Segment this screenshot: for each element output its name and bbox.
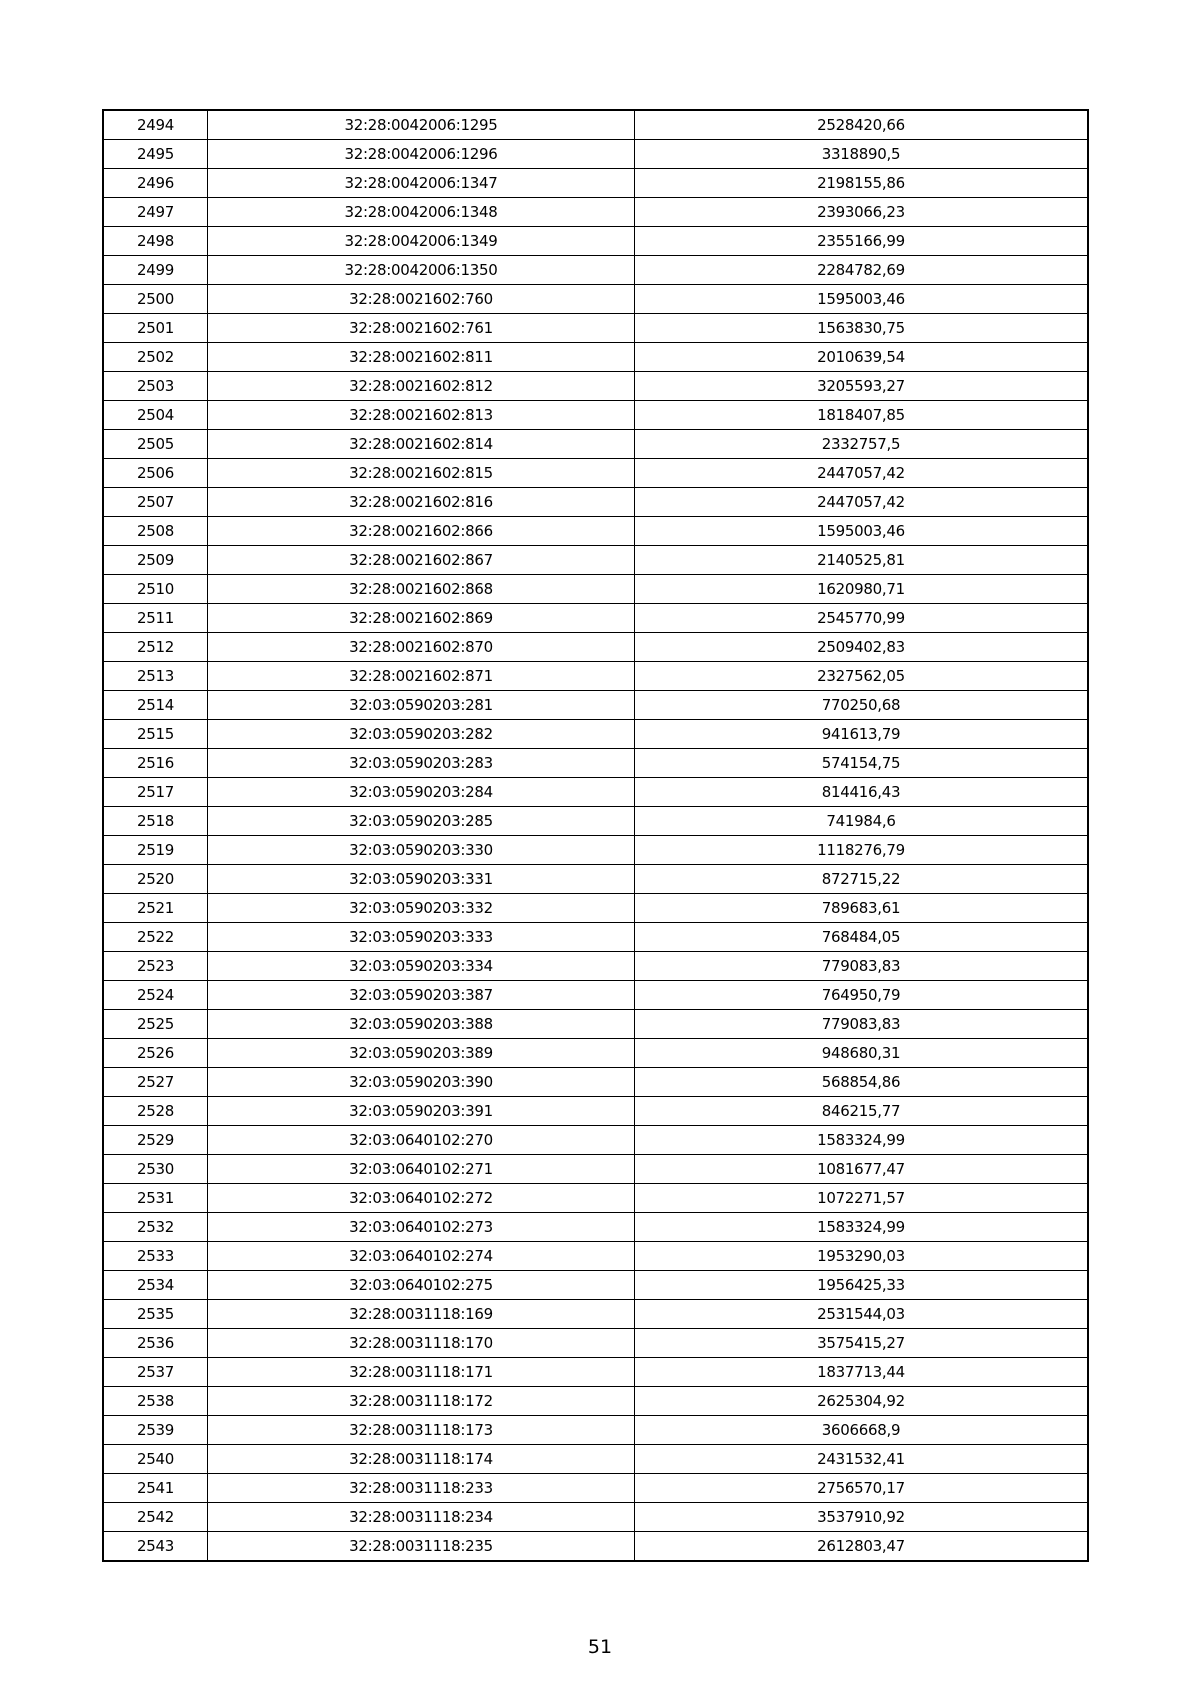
cadastral-number-cell: 32:03:0640102:271	[208, 1155, 635, 1184]
row-number-cell: 2537	[103, 1358, 208, 1387]
row-number-cell: 2505	[103, 430, 208, 459]
table-row	[103, 314, 1088, 343]
cadastral-number-cell: 32:28:0031118:233	[208, 1474, 635, 1503]
row-number-cell: 2497	[103, 198, 208, 227]
row-number-cell: 2500	[103, 285, 208, 314]
row-number-cell: 2504	[103, 401, 208, 430]
cadastral-value-cell: 1953290,03	[635, 1242, 1089, 1271]
cadastral-value-cell: 2284782,69	[635, 256, 1089, 285]
table-row	[103, 1300, 1088, 1329]
row-number-cell: 2494	[103, 110, 208, 140]
row-number-cell: 2511	[103, 604, 208, 633]
cadastral-value-cell: 1072271,57	[635, 1184, 1089, 1213]
cadastral-number-cell: 32:03:0590203:285	[208, 807, 635, 836]
cadastral-number-cell: 32:28:0021602:816	[208, 488, 635, 517]
table-row	[103, 1126, 1088, 1155]
row-number-cell: 2536	[103, 1329, 208, 1358]
row-number-cell: 2513	[103, 662, 208, 691]
table-row	[103, 923, 1088, 952]
cadastral-number-cell: 32:03:0640102:272	[208, 1184, 635, 1213]
row-number-cell: 2514	[103, 691, 208, 720]
table-row	[103, 546, 1088, 575]
cadastral-number-cell: 32:28:0031118:174	[208, 1445, 635, 1474]
cadastral-number-cell: 32:03:0590203:332	[208, 894, 635, 923]
cadastral-number-cell: 32:28:0042006:1348	[208, 198, 635, 227]
cadastral-number-cell: 32:03:0590203:333	[208, 923, 635, 952]
row-number-cell: 2523	[103, 952, 208, 981]
row-number-cell: 2516	[103, 749, 208, 778]
row-number-cell: 2531	[103, 1184, 208, 1213]
page-number: 51	[587, 1636, 613, 1658]
row-number-cell: 2542	[103, 1503, 208, 1532]
table-row	[103, 256, 1088, 285]
cadastral-number-cell: 32:28:0042006:1349	[208, 227, 635, 256]
table-row	[103, 1358, 1088, 1387]
cadastral-number-cell: 32:28:0031118:235	[208, 1532, 635, 1562]
table-row	[103, 1068, 1088, 1097]
cadastral-value-cell: 1620980,71	[635, 575, 1089, 604]
cadastral-value-cell: 1837713,44	[635, 1358, 1089, 1387]
table-row	[103, 488, 1088, 517]
row-number-cell: 2507	[103, 488, 208, 517]
row-number-cell: 2528	[103, 1097, 208, 1126]
row-number-cell: 2502	[103, 343, 208, 372]
table-row	[103, 1010, 1088, 1039]
cadastral-number-cell: 32:28:0021602:869	[208, 604, 635, 633]
row-number-cell: 2503	[103, 372, 208, 401]
cadastral-value-cell: 741984,6	[635, 807, 1089, 836]
cadastral-value-cell: 1956425,33	[635, 1271, 1089, 1300]
table-row	[103, 894, 1088, 923]
cadastral-number-cell: 32:28:0031118:169	[208, 1300, 635, 1329]
cadastral-number-cell: 32:03:0590203:334	[208, 952, 635, 981]
table-row	[103, 198, 1088, 227]
cadastral-value-cell: 1583324,99	[635, 1126, 1089, 1155]
cadastral-number-cell: 32:28:0031118:171	[208, 1358, 635, 1387]
table-row	[103, 691, 1088, 720]
cadastral-number-cell: 32:03:0640102:270	[208, 1126, 635, 1155]
table-row	[103, 662, 1088, 691]
table-row	[103, 952, 1088, 981]
row-number-cell: 2522	[103, 923, 208, 952]
table-row	[103, 1039, 1088, 1068]
cadastral-value-cell: 2140525,81	[635, 546, 1089, 575]
row-number-cell: 2532	[103, 1213, 208, 1242]
row-number-cell: 2524	[103, 981, 208, 1010]
cadastral-number-cell: 32:28:0021602:870	[208, 633, 635, 662]
cadastral-value-cell: 948680,31	[635, 1039, 1089, 1068]
row-number-cell: 2541	[103, 1474, 208, 1503]
table-row	[103, 1532, 1088, 1562]
cadastral-number-cell: 32:28:0021602:871	[208, 662, 635, 691]
row-number-cell: 2496	[103, 169, 208, 198]
cadastral-number-cell: 32:28:0021602:760	[208, 285, 635, 314]
row-number-cell: 2518	[103, 807, 208, 836]
table-row	[103, 227, 1088, 256]
cadastral-value-cell: 789683,61	[635, 894, 1089, 923]
table-row	[103, 372, 1088, 401]
row-number-cell: 2530	[103, 1155, 208, 1184]
table-row	[103, 1474, 1088, 1503]
cadastral-number-cell: 32:03:0590203:283	[208, 749, 635, 778]
table-row	[103, 1387, 1088, 1416]
table-row	[103, 865, 1088, 894]
cadastral-value-cell: 3606668,9	[635, 1416, 1089, 1445]
row-number-cell: 2515	[103, 720, 208, 749]
cadastral-number-cell: 32:03:0590203:391	[208, 1097, 635, 1126]
table-row	[103, 401, 1088, 430]
cadastral-number-cell: 32:28:0042006:1296	[208, 140, 635, 169]
table-row	[103, 1503, 1088, 1532]
table-row	[103, 778, 1088, 807]
cadastral-value-cell: 1563830,75	[635, 314, 1089, 343]
cadastral-value-cell: 3318890,5	[635, 140, 1089, 169]
table-row	[103, 807, 1088, 836]
cadastral-number-cell: 32:03:0590203:388	[208, 1010, 635, 1039]
cadastral-value-cell: 2756570,17	[635, 1474, 1089, 1503]
cadastral-number-cell: 32:28:0021602:866	[208, 517, 635, 546]
table-row	[103, 1155, 1088, 1184]
table-row	[103, 343, 1088, 372]
row-number-cell: 2509	[103, 546, 208, 575]
cadastral-number-cell: 32:03:0590203:330	[208, 836, 635, 865]
table-body	[103, 110, 1088, 1561]
cadastral-value-cell: 2355166,99	[635, 227, 1089, 256]
table-row	[103, 285, 1088, 314]
row-number-cell: 2508	[103, 517, 208, 546]
cadastral-value-cell: 764950,79	[635, 981, 1089, 1010]
cadastral-value-cell: 846215,77	[635, 1097, 1089, 1126]
table-row	[103, 140, 1088, 169]
cadastral-value-cell: 872715,22	[635, 865, 1089, 894]
cadastral-value-cell: 1583324,99	[635, 1213, 1089, 1242]
table-row	[103, 720, 1088, 749]
cadastral-number-cell: 32:28:0021602:811	[208, 343, 635, 372]
cadastral-value-cell: 2509402,83	[635, 633, 1089, 662]
row-number-cell: 2499	[103, 256, 208, 285]
row-number-cell: 2525	[103, 1010, 208, 1039]
cadastral-number-cell: 32:03:0590203:284	[208, 778, 635, 807]
cadastral-value-cell: 2431532,41	[635, 1445, 1089, 1474]
cadastral-value-cell: 2625304,92	[635, 1387, 1089, 1416]
cadastral-value-cell: 2327562,05	[635, 662, 1089, 691]
cadastral-number-cell: 32:03:0590203:281	[208, 691, 635, 720]
row-number-cell: 2543	[103, 1532, 208, 1562]
cadastral-value-cell: 2393066,23	[635, 198, 1089, 227]
row-number-cell: 2512	[103, 633, 208, 662]
cadastral-number-cell: 32:03:0590203:331	[208, 865, 635, 894]
row-number-cell: 2498	[103, 227, 208, 256]
cadastral-number-cell: 32:28:0021602:815	[208, 459, 635, 488]
cadastral-value-cell: 3537910,92	[635, 1503, 1089, 1532]
cadastral-number-cell: 32:03:0590203:282	[208, 720, 635, 749]
cadastral-value-cell: 2612803,47	[635, 1532, 1089, 1562]
table-row	[103, 1271, 1088, 1300]
table-row	[103, 1242, 1088, 1271]
table-row	[103, 1445, 1088, 1474]
cadastral-value-cell: 941613,79	[635, 720, 1089, 749]
cadastral-number-cell: 32:28:0021602:814	[208, 430, 635, 459]
table-row	[103, 749, 1088, 778]
table-row	[103, 517, 1088, 546]
table-row	[103, 1184, 1088, 1213]
row-number-cell: 2539	[103, 1416, 208, 1445]
cadastre-value-table	[102, 109, 1089, 1562]
cadastral-value-cell: 1081677,47	[635, 1155, 1089, 1184]
table-row	[103, 430, 1088, 459]
cadastral-value-cell: 3575415,27	[635, 1329, 1089, 1358]
cadastral-number-cell: 32:28:0021602:867	[208, 546, 635, 575]
row-number-cell: 2526	[103, 1039, 208, 1068]
cadastral-value-cell: 1595003,46	[635, 285, 1089, 314]
table-row	[103, 1213, 1088, 1242]
cadastral-value-cell: 768484,05	[635, 923, 1089, 952]
cadastral-number-cell: 32:28:0042006:1350	[208, 256, 635, 285]
cadastral-number-cell: 32:03:0640102:274	[208, 1242, 635, 1271]
row-number-cell: 2533	[103, 1242, 208, 1271]
cadastral-value-cell: 2332757,5	[635, 430, 1089, 459]
cadastral-value-cell: 779083,83	[635, 1010, 1089, 1039]
cadastral-value-cell: 2198155,86	[635, 169, 1089, 198]
row-number-cell: 2520	[103, 865, 208, 894]
cadastral-value-cell: 2447057,42	[635, 459, 1089, 488]
table-row	[103, 110, 1088, 140]
cadastral-number-cell: 32:03:0590203:389	[208, 1039, 635, 1068]
cadastral-value-cell: 2010639,54	[635, 343, 1089, 372]
row-number-cell: 2534	[103, 1271, 208, 1300]
table-row	[103, 1329, 1088, 1358]
cadastral-value-cell: 3205593,27	[635, 372, 1089, 401]
row-number-cell: 2527	[103, 1068, 208, 1097]
cadastral-value-cell: 1818407,85	[635, 401, 1089, 430]
cadastral-value-cell: 2447057,42	[635, 488, 1089, 517]
cadastral-value-cell: 2528420,66	[635, 110, 1089, 140]
cadastral-value-cell: 1595003,46	[635, 517, 1089, 546]
table-row	[103, 836, 1088, 865]
table-row	[103, 1097, 1088, 1126]
cadastral-value-cell: 574154,75	[635, 749, 1089, 778]
cadastral-number-cell: 32:28:0042006:1295	[208, 110, 635, 140]
cadastral-number-cell: 32:28:0031118:170	[208, 1329, 635, 1358]
cadastral-value-cell: 814416,43	[635, 778, 1089, 807]
row-number-cell: 2517	[103, 778, 208, 807]
cadastral-number-cell: 32:28:0021602:813	[208, 401, 635, 430]
cadastral-number-cell: 32:28:0031118:173	[208, 1416, 635, 1445]
table-row	[103, 981, 1088, 1010]
cadastral-number-cell: 32:03:0590203:390	[208, 1068, 635, 1097]
table-row	[103, 169, 1088, 198]
cadastral-value-cell: 770250,68	[635, 691, 1089, 720]
cadastral-number-cell: 32:28:0042006:1347	[208, 169, 635, 198]
table-row	[103, 1416, 1088, 1445]
row-number-cell: 2521	[103, 894, 208, 923]
cadastral-value-cell: 1118276,79	[635, 836, 1089, 865]
row-number-cell: 2529	[103, 1126, 208, 1155]
row-number-cell: 2540	[103, 1445, 208, 1474]
row-number-cell: 2510	[103, 575, 208, 604]
row-number-cell: 2495	[103, 140, 208, 169]
cadastral-number-cell: 32:03:0590203:387	[208, 981, 635, 1010]
row-number-cell: 2538	[103, 1387, 208, 1416]
cadastral-number-cell: 32:28:0021602:868	[208, 575, 635, 604]
cadastral-number-cell: 32:28:0031118:234	[208, 1503, 635, 1532]
table-row	[103, 633, 1088, 662]
row-number-cell: 2506	[103, 459, 208, 488]
cadastral-number-cell: 32:28:0031118:172	[208, 1387, 635, 1416]
cadastral-number-cell: 32:03:0640102:275	[208, 1271, 635, 1300]
cadastral-number-cell: 32:28:0021602:761	[208, 314, 635, 343]
cadastral-value-cell: 2545770,99	[635, 604, 1089, 633]
table-row	[103, 459, 1088, 488]
cadastral-number-cell: 32:03:0640102:273	[208, 1213, 635, 1242]
row-number-cell: 2519	[103, 836, 208, 865]
cadastral-value-cell: 779083,83	[635, 952, 1089, 981]
cadastral-value-cell: 568854,86	[635, 1068, 1089, 1097]
table-row	[103, 604, 1088, 633]
row-number-cell: 2535	[103, 1300, 208, 1329]
cadastral-number-cell: 32:28:0021602:812	[208, 372, 635, 401]
table-row	[103, 575, 1088, 604]
cadastral-value-cell: 2531544,03	[635, 1300, 1089, 1329]
row-number-cell: 2501	[103, 314, 208, 343]
